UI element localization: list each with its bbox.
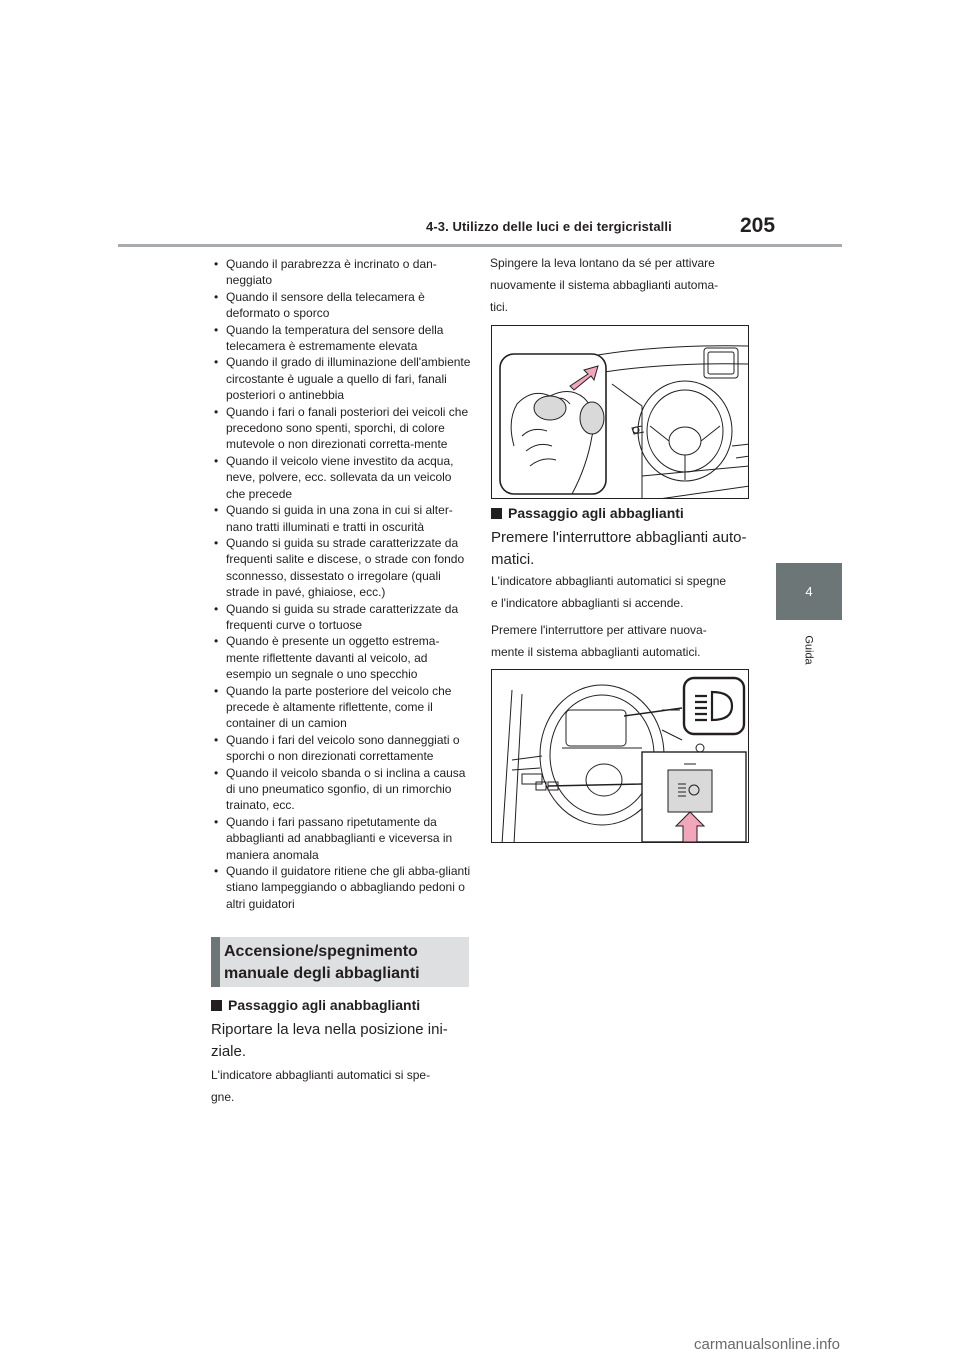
low-beam-heading: Passaggio agli anabbaglianti [211, 997, 420, 1013]
list-item: • Quando i fari del veicolo sono danneggiati o sporchi o non direzionati correttamente [214, 732, 460, 764]
chapter-tab-number: 4 [805, 584, 813, 599]
reactivate-note: Premere l'interruttore per attivare nuova- mente il sistema abbaglianti automatici. [491, 623, 707, 659]
lever-illustration [491, 325, 749, 499]
list-item: • Quando si guida in una zona in cui si alter-nano tratti illuminati e tratti in oscurità [214, 503, 453, 534]
lever-push-drawing [492, 326, 749, 499]
list-item: • Quando la parte posteriore del veicolo che precede è altamente riflettente, come il container di un camion [214, 683, 452, 731]
square-bullet-icon [211, 1000, 222, 1011]
chapter-title: 4-3. Utilizzo delle luci e dei tergicristalli [426, 219, 672, 234]
list-item: • Quando è presente un oggetto estrema-mente riflettente davanti al veicolo, ad esempio un segnale o uno specchio [214, 634, 440, 682]
section-heading [211, 937, 469, 987]
chapter-tab [776, 563, 842, 620]
lever-push-text: Spingere la leva lontano da sé per attivare nuovamente il sistema abbaglianti automa- tici. [490, 256, 719, 314]
list-item: • Quando il guidatore ritiene che gli abba-glianti stiano lampeggiando o abbagliando pedoni o altri guidatori [214, 864, 471, 911]
list-item: • Quando il sensore della telecamera è deformato o sporco [214, 289, 425, 321]
list-item: • Quando il veicolo viene investito da acqua, neve, polvere, ecc. sollevata da un veicolo che precede [214, 453, 454, 501]
switch-illustration [491, 669, 749, 843]
high-beam-instruction: Premere l'interruttore abbaglianti auto- matici. [491, 529, 747, 568]
condition-list [214, 256, 472, 912]
section-heading-line2: manuale degli abbaglianti [224, 965, 420, 982]
chapter-tab-label: Guida [803, 635, 816, 665]
list-item: • Quando i fari o fanali posteriori dei veicoli che precedono sono spenti, sporchi, di colore mutevole o non direzionati corretta-mente [214, 404, 469, 452]
high-beam-note: L'indicatore abbaglianti automatici si spegne e l'indicatore abbaglianti si accende. [491, 574, 727, 610]
header-divider [118, 244, 842, 247]
square-bullet-icon [491, 508, 502, 519]
switch-press-drawing [492, 670, 749, 843]
list-item: • Quando si guida su strade caratterizzate da frequenti salite e discese, o strade con fondo sconnesso, dissestato o irregolare (quali strade in pavé, ghiaiose, ecc.) [214, 535, 465, 600]
watermark: carmanualsonline.info [694, 1336, 840, 1353]
low-beam-note: L'indicatore abbaglianti automatici si spe- gne. [211, 1068, 431, 1104]
list-item: • Quando il veicolo sbanda o si inclina a causa di uno pneumatico sgonfio, di un rimorchio trainato, ecc. [214, 765, 466, 813]
section-heading-line1: Accensione/spegnimento [224, 943, 418, 960]
list-item: • Quando si guida su strade caratterizzate da frequenti curve o tortuose [214, 601, 459, 632]
list-item: • Quando il grado di illuminazione dell'ambiente circostante è uguale a quello di fari, fanali posteriori o antinebbia [214, 355, 471, 403]
list-item: • Quando i fari passano ripetutamente da abbaglianti ad anabbaglianti e viceversa in maniera anomala [214, 814, 453, 862]
list-item: • Quando la temperatura del sensore della telecamera è estremamente elevata [214, 322, 444, 354]
high-beam-heading: Passaggio agli abbaglianti [491, 505, 684, 521]
list-item: • Quando il parabrezza è incrinato o dan-neggiato [214, 257, 437, 288]
page-number: 205 [740, 214, 776, 237]
low-beam-instruction: Riportare la leva nella posizione ini- ziale. [211, 1021, 448, 1060]
